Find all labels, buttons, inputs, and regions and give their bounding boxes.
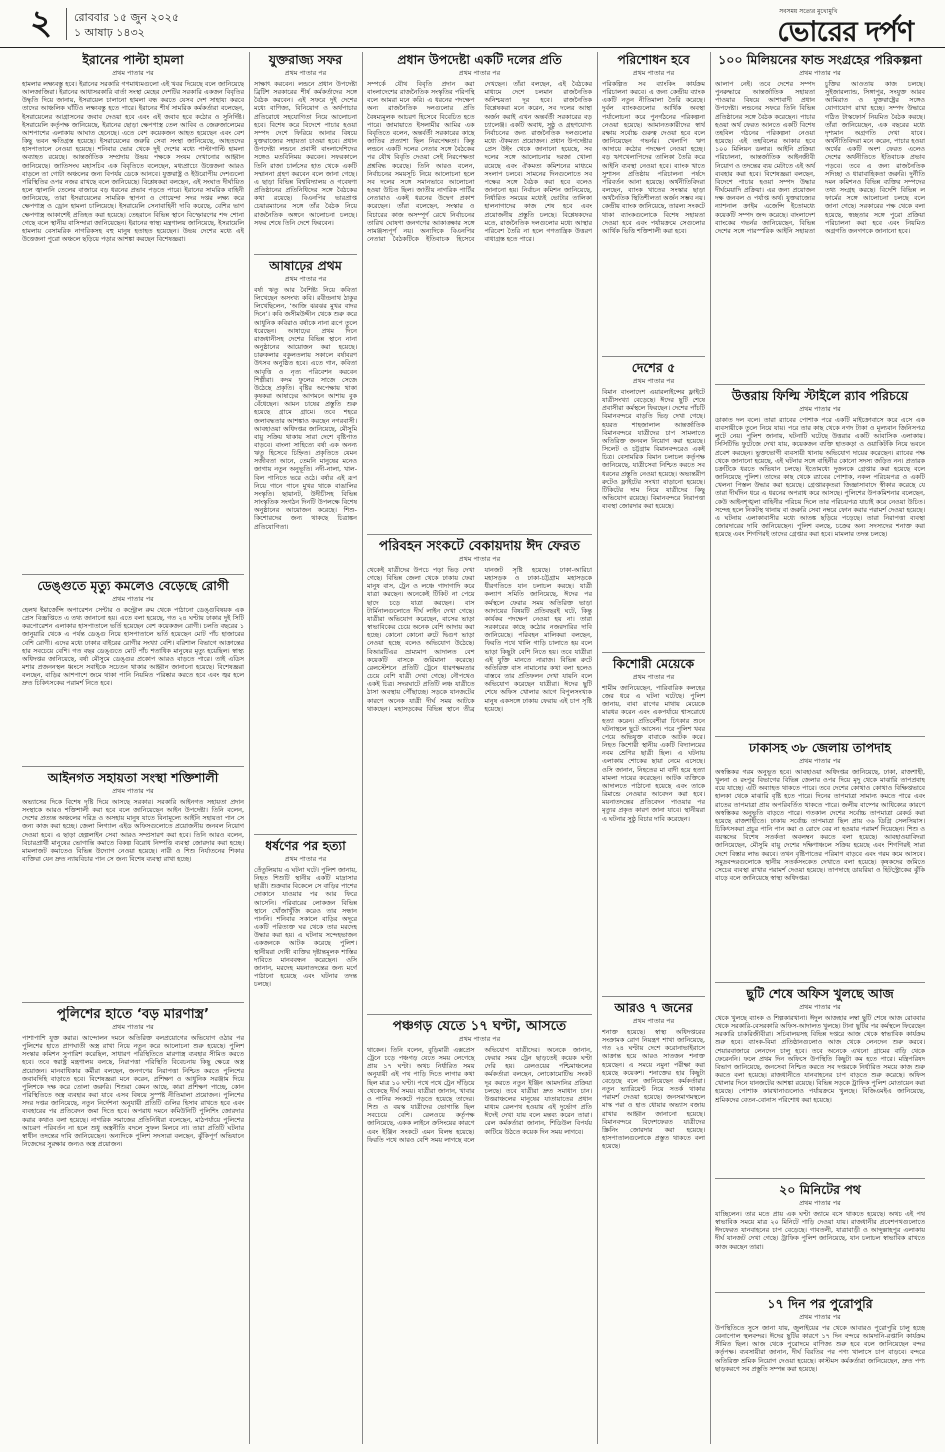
kicker: প্রথম পাতার পর [799, 69, 841, 77]
article-police [22, 1006, 244, 1444]
headline: দেশের ৫ [631, 360, 676, 375]
article-body: শামীম জানিয়েছেন, পারিবারিক কলহের জের ধরে এ ঘটনা ঘটেছে। পুলিশ জানায়, বাবা রাগের মাথায় মেয়েকে মারধর করেন এবং একপর্যায়ে শ্বাসরোধে হত্যা করেন। প্রতিবেশীরা চিৎকার শুনে ঘটনাস্থলে ছুটে আসেন। পরে পুলিশ খবর পেয়ে অভিযুক্ত বাবাকে আটক করে। নিহত কিশোরী স্থানীয় একটি বিদ্যালয়ের নবম শ্রেণির ছাত্রী ছিল। এ ঘটনায় এলাকায় শোকের ছায়া নেমে এসেছে। ওসি জানান, নিহতের মা বাদী হয়ে হত্যা মামলা দায়ের করেছেন। আটক ব্যক্তিকে আদালতে পাঠানো হয়েছে এবং তাকে রিমান্ডে নেওয়ার আবেদন করা হবে। ময়নাতদন্তের প্রতিবেদন পাওয়ার পর মৃত্যুর প্রকৃত কারণ জানা যাবে। স্থানীয়রা এ ঘটনার সুষ্ঠু বিচার দাবি করেছেন। [602, 684, 705, 823]
article-arao [602, 1000, 705, 1444]
article-fund [715, 52, 925, 382]
kicker: প্রথম পাতার পর [799, 757, 841, 765]
divider [367, 534, 592, 535]
divider [715, 1292, 925, 1293]
article-rab [715, 388, 925, 734]
article-body: অস্বস্তিকর গরম অনুভূত হবে। আবহাওয়া অধিদপ্তর জানিয়েছে, ঢাকা, রাজশাহী, খুলনা ও রংপুর বিভাগের বিভিন্ন জেলার ওপর দিয়ে মৃদু থেকে মাঝারি তাপপ্রবাহ বয়ে যাচ্ছে। এটি অব্যাহত থাকতে পারে। তবে দেশের কোথাও কোথাও বিক্ষিপ্তভাবে হালকা থেকে মাঝারি বৃষ্টি হতে পারে। দিনের তাপমাত্রা সামান্য কমতে পারে এবং রাতের তাপমাত্রা প্রায় অপরিবর্তিত থাকতে পারে। জলীয় বাষ্পের আধিক্যের কারণে অস্বস্তিকর অনুভূতি বাড়তে পারে। গতকাল দেশের সর্বোচ্চ তাপমাত্রা রেকর্ড করা হয়েছে রাজশাহীতে। ঢাকায় সর্বোচ্চ তাপমাত্রা ছিল প্রায় ৩৬ ডিগ্রি সেলসিয়াস। চিকিৎসকরা প্রচুর পানি পান করা ও রোদে বের না হওয়ার পরামর্শ দিয়েছেন। শিশু ও বয়স্কদের বিশেষ সতর্কতা অবলম্বন করতে বলা হয়েছে। আবহাওয়াবিদরা জানিয়েছেন, মৌসুমি বায়ু দেশের দক্ষিণাঞ্চলে সক্রিয় হয়েছে এবং শিগগিরই সারা দেশে বিস্তার লাভ করবে। তখন বৃষ্টিপাতের পরিমাণ বাড়বে এবং গরম কমে আসবে। সমুদ্রবন্দরগুলোকে স্থানীয় সতর্কসংকেত দেখাতে বলা হয়েছে। কৃষকদের জমিতে সেচের ব্যবস্থা রাখার পরামর্শ দেওয়া হয়েছে। তাপদাহে ডায়রিয়া ও হিটস্ট্রোকের ঝুঁকি বাড়ে বলে জানিয়েছে স্বাস্থ্য অধিদপ্তর। [715, 768, 925, 883]
article-reform [602, 52, 705, 354]
kicker: প্রথম পাতার পর [458, 1035, 501, 1043]
article-body: হেলথ ইমার্জেন্সি অপারেশন সেন্টার ও কন্ট্রোল রুম থেকে পাঠানো ডেঙ্গুবিষয়ক এক প্রেস বিজ্ঞপ্তিতে এ তথ্য জানানো হয়। এতে বলা হয়েছে, গত ২৪ ঘণ্টায় ঢাকার দুই সিটি করপোরেশন এলাকার হাসপাতালে ভর্তি হয়েছেন বেশ কয়েকজন রোগী। চলতি বছরের ১ জানুয়ারি থেকে এ পর্যন্ত ডেঙ্গু নিয়ে হাসপাতালে ভর্তি হয়েছেন মোট পাঁচ হাজারের বেশি রোগী। এদের মধ্যে ঢাকার বাইরের রোগীর সংখ্যা বেশি। বরিশাল বিভাগে আক্রান্তের হার সবচেয়ে বেশি। গত বছর ডেঙ্গুতে মোট পাঁচ শতাধিক মানুষের মৃত্যু হয়েছিল। স্বাস্থ্য অধিদপ্তর জানিয়েছে, বর্ষা মৌসুমে ডেঙ্গুর প্রকোপ আরও বাড়তে পারে। তাই এডিস মশার প্রজননস্থল ধ্বংসে সবাইকে সচেতন থাকার আহ্বান জানানো হয়েছে। বিশেষজ্ঞরা বলছেন, বাড়ির আশপাশে জমে থাকা পানি নিয়মিত পরিষ্কার করতে হবে এবং জ্বর হলে দ্রুত চিকিৎসকের পরামর্শ নিতে হবে। [22, 606, 244, 688]
article-heatwave [715, 740, 925, 980]
article-uk-visit [254, 52, 357, 252]
kicker: প্রথম পাতার পর [799, 1199, 841, 1207]
kicker: প্রথম পাতার পর [458, 555, 501, 563]
kicker: প্রথম পাতার পর [632, 69, 675, 77]
headline: ২০ মিনিটের পথ [779, 1182, 861, 1197]
headline: পঞ্চগড় যেতে ১৭ ঘণ্টা, আসতে [392, 1018, 567, 1034]
kicker: প্রথম পাতার পর [799, 1313, 841, 1321]
masthead-logo [777, 6, 913, 47]
headline: আষাঢ়ের প্রথম [269, 258, 342, 273]
divider [367, 1014, 592, 1015]
divider [715, 1178, 925, 1179]
divider [602, 652, 705, 653]
article-body: থাকেন। তিনি বলেন, বুড়িমারী এক্সপ্রেস ট্রেনে চড়ে পঞ্চগড় যেতে সময় লেগেছে প্রায় ১৭ ঘণ্টা। অথচ নির্ধারিত সময় অনুযায়ী এই পথ পাড়ি দিতে লাগার কথা ছিল মাত্র ১০ ঘণ্টা। পথে পথে ট্রেন দাঁড়িয়ে থেকেছে দীর্ঘ সময়। যাত্রীরা জানান, খাবার ও পানির সংকটে পড়তে হয়েছে তাদের। শিশু ও বয়স্ক যাত্রীদের ভোগান্তি ছিল সবচেয়ে বেশি। রেলওয়ে কর্তৃপক্ষ জানিয়েছে, একক লাইনে ক্রসিংয়ের কারণে এবং ইঞ্জিন সংকটে এমন বিলম্ব হয়েছে। ফিরতি পথে আরও বেশি সময় লাগছে বলে অভিযোগ যাত্রীদের। অনেকে জানান, ফেরার সময় ট্রেন ছাড়তেই কয়েক ঘণ্টা দেরি হয়। রেলওয়ের পশ্চিমাঞ্চলের কর্মকর্তারা বলছেন, লোকোমোটিভ সংকট দূর করতে নতুন ইঞ্জিন আমদানির প্রক্রিয়া চলছে। তবে যাত্রীরা দ্রুত সমাধান চান। উত্তরাঞ্চলের মানুষের যাতায়াতের প্রধান মাধ্যম রেলপথ হওয়ায় এই দুর্ভোগ প্রতি ঈদেই দেখা যায় বলে মন্তব্য করেন তারা। রেল কর্মকর্তারা জানান, শিডিউল বিপর্যয় কাটিয়ে উঠতে কয়েক দিন সময় লাগবে। [367, 1046, 592, 1144]
article-body: যাচ্ছিলেন। তার মতে প্রায় এক ঘণ্টা জ্যামে বসে থাকতে হয়েছে। অথচ এই পথ স্বাভাবিক সময়ে মাত্র ২০ মিনিটে পাড়ি দেওয়া যায়। রাজধানীর প্রবেশপথগুলোতে ঈদফেরত যানবাহনের চাপ বেড়েছে। গাবতলী, যাত্রাবাড়ী ও আব্দুল্লাহপুর এলাকায় দীর্ঘ যানজট দেখা গেছে। ট্রাফিক পুলিশ জানিয়েছে, যান চলাচল স্বাভাবিক রাখতে কাজ করছেন তারা। [715, 1210, 925, 1251]
masthead-tagline: সবসময় সত্যের মুখোমুখি [779, 8, 838, 15]
article-body: পরিকল্পিত সব ব্যাংকিং কার্যক্রম পরিচালনা করবে। এ জন্য কেন্দ্রীয় ব্যাংক একটি নতুন নীতিমালা তৈরি করেছে। দুর্বল ব্যাংকগুলোর আর্থিক অবস্থা পর্যালোচনা করে পুনর্গঠনের পরিকল্পনা নেওয়া হয়েছে। আমানতকারীদের স্বার্থ রক্ষায় সর্বোচ্চ গুরুত্ব দেওয়া হবে বলে জানিয়েছেন গভর্নর। খেলাপি ঋণ আদায়ে কঠোর পদক্ষেপ নেওয়া হচ্ছে। বড় ঋণখেলাপিদের তালিকা তৈরি করে আইনি ব্যবস্থা নেওয়া হবে। ব্যাংক খাতে সুশাসন প্রতিষ্ঠায় পরিচালনা পর্ষদে পরিবর্তন আনা হয়েছে। অর্থনীতিবিদরা বলছেন, ব্যাংক খাতের সংস্কার ছাড়া অর্থনৈতিক স্থিতিশীলতা অর্জন সম্ভব নয়। কেন্দ্রীয় ব্যাংক জানিয়েছে, তারল্য সংকটে থাকা ব্যাংকগুলোকে বিশেষ সহায়তা দেওয়া হবে এবং পর্যায়ক্রমে সেগুলোর আর্থিক ভিত্তি শক্তিশালী করা হবে। [602, 80, 705, 235]
article-body: থেকে খুলছে ব্যাংক ও শিল্পকারখানা। ঈদুল আজহার লম্বা ছুটি শেষে আজ রোববার থেকে সরকারি-বেসরকারি অফিস-আদালত খুলছে। টানা ছুটির পর কর্মস্থলে ফিরেছেন সরকারি চাকরিজীবীরা। সচিবালয়সহ বিভিন্ন দপ্তরে আজ থেকে স্বাভাবিক কার্যক্রম শুরু হবে। ব্যাংক-বিমা প্রতিষ্ঠানগুলোও আজ থেকে লেনদেন শুরু করবে। শেয়ারবাজারে লেনদেন চালু হবে। তবে অনেকে এখনো গ্রামের বাড়ি থেকে ফেরেননি। ফলে প্রথম দিন অফিসে উপস্থিতি কিছুটা কম হতে পারে। মন্ত্রিপরিষদ বিভাগ জানিয়েছে, জনসেবা নিশ্চিত করতে সব দপ্তরকে নির্ধারিত সময়ে কাজ শুরু করতে বলা হয়েছে। রাজধানীতে যানবাহনের চাপ বাড়তে শুরু করেছে। অফিস খোলার দিনে যানজটের আশঙ্কা রয়েছে। বিভিন্ন সড়কে ট্রাফিক পুলিশ মোতায়েন করা হয়েছে। পোশাক কারখানাগুলোও পর্যায়ক্রমে খুলছে। বিজিএমইএ জানিয়েছে, শ্রমিকদের বেতন-বোনাস পরিশোধ করা হয়েছে। [715, 1014, 925, 1104]
headline: আইনগত সহায়তা সংস্থা শক্তিশালী [47, 770, 219, 785]
kicker: প্রথম পাতার পর [632, 1017, 675, 1025]
page-number: ২ [30, 3, 53, 43]
article-body: পাশাপাশি যুক্ত করার। আন্দোলন দমনে অতিরিক্ত বলপ্রয়োগের অভিযোগ ওঠার পর পুলিশের হাতে প্রাণঘাতী অস্ত্র রাখা নিয়ে নতুন করে আলোচনা শুরু হয়েছে। পুলিশ সংস্কার কমিশন সুপারিশ করেছিল, সাধারণ পরিস্থিতিতে মারণাস্ত্র ব্যবহার সীমিত করতে হবে। তবে স্বরাষ্ট্র মন্ত্রণালয় বলছে, নিরাপত্তা পরিস্থিতি বিবেচনায় কিছু ক্ষেত্রে অস্ত্র প্রয়োজন। মানবাধিকার কর্মীরা বলছেন, জনগণের নিরাপত্তা নিশ্চিত করতে পুলিশের জবাবদিহি বাড়াতে হবে। বিশেষজ্ঞরা মনে করেন, প্রশিক্ষণ ও আধুনিক সরঞ্জাম দিয়ে পুলিশকে দক্ষ করে তোলা জরুরি। শিশুরা কেমন আছে, কারা প্রশিক্ষণ পাচ্ছে, কোন পরিস্থিতিতে অস্ত্র ব্যবহার করা যাবে এসব বিষয়ে সুস্পষ্ট নীতিমালা প্রয়োজন। পুলিশের সদর দপ্তর জানিয়েছে, নতুন নির্দেশনা অনুযায়ী প্রতিটি গুলির হিসাব রাখতে হবে এবং ব্যবহারের পর প্রতিবেদন জমা দিতে হবে। অপরাধ দমনে কমিউনিটি পুলিশিং জোরদার করার কথাও বলা হয়েছে। নাগরিক সমাজের প্রতিনিধিরা বলেছেন, মাঠপর্যায়ে পুলিশের আচরণ পরিবর্তন না হলে শুধু অস্ত্রনীতি বদলে সুফল মিলবে না। তারা প্রতিটি ঘটনার স্বাধীন তদন্তের দাবি জানিয়েছেন। অন্যদিকে পুলিশ সদস্যরা বলছেন, ঝুঁকিপূর্ণ অভিযানে নিজেদের সুরক্ষার জন্যও অস্ত্র প্রয়োজন। [22, 1034, 244, 1149]
article-body: বর্ষা ঋতু আর বৈশিষ্ট্য নিয়ে কবিতা লিখেছেন অসংখ্য কবি। রবীন্দ্রনাথ ঠাকুর লিখেছিলেন, ‘আজি ঝরঝর মুখর বাদর দিনে’। কবি জসীমউদ্দীন থেকে শুরু করে আধুনিক কবিরাও বর্ষাকে নানা রূপে তুলে ধরেছেন। আষাঢ়ের প্রথম দিনে রাজধানীসহ দেশের বিভিন্ন স্থানে নানা অনুষ্ঠানের আয়োজন করা হয়েছে। চারুকলার বকুলতলায় সকালে বর্ষাবরণ উৎসব অনুষ্ঠিত হবে। এতে গান, কবিতা আবৃত্তি ও নৃত্য পরিবেশন করবেন শিল্পীরা। কদম ফুলের সাজে সেজে উঠেছে প্রকৃতি। বৃষ্টির অপেক্ষায় থাকা কৃষকরা আষাঢ়ের আগমনে আশায় বুক বেঁধেছেন। আমন চাষের প্রস্তুতি শুরু হয়েছে গ্রামে গ্রামে। তবে শহরে জলাবদ্ধতার আশঙ্কাও করছেন নগরবাসী। আবহাওয়া অধিদপ্তর জানিয়েছে, মৌসুমি বায়ু সক্রিয় থাকায় সারা দেশে বৃষ্টিপাত বাড়বে। বাংলা সাহিত্যে বর্ষা এক অনন্য ঋতু হিসেবে চিহ্নিত। প্রকৃতিতে যেমন সজীবতা আনে, তেমনি মানুষের মনেও জাগায় নতুন অনুভূতি। নদী-নালা, খাল-বিল পানিতে ভরে ওঠে। বর্ষার এই রূপ নিয়ে গানে গানে মুখর থাকে বাঙালির সংস্কৃতি। ছায়ানট, উদীচীসহ বিভিন্ন সাংস্কৃতিক সংগঠন দিনটি উপলক্ষে বিশেষ অনুষ্ঠানের আয়োজন করেছে। শিশু-কিশোরদের জন্য থাকছে চিত্রাঙ্কন প্রতিযোগিতা। [254, 286, 357, 531]
article-chief-adviser [367, 52, 592, 532]
date-gregorian: রোববার ১৫ জুন ২০২৫ [74, 11, 179, 24]
column-rule [249, 52, 250, 1444]
article-twenty-minutes [715, 1182, 925, 1290]
edition-date [74, 10, 179, 40]
article-desh [602, 360, 705, 650]
headline: ধর্ষণের পর হত্যা [265, 838, 346, 853]
divider [22, 574, 244, 575]
article-iran [22, 52, 244, 572]
divider [715, 982, 925, 983]
headline: কিশোরী মেয়েকে [612, 656, 695, 671]
article-transport [367, 538, 592, 1012]
article-panchagarh [367, 1018, 592, 1444]
article-girl [602, 656, 705, 994]
article-body: হামলার লক্ষ্যবস্তু হবে। ইরানের সরকারি গণমাধ্যমগুলো এই খবর দিয়েছে বলে জানিয়েছে আলজাজিরা। ইরানের আধাসরকারি বার্তা সংস্থা মেহের দেশটির সরকারি একজন বিবৃতির উদ্ধৃতি দিয়ে জানায়, ইসরায়েল চালানো হামলা বন্ধ করতে যেসব দেশ সাহায্য করবে তাদের আঞ্চলিক ঘাঁটিও লক্ষ্যবস্তু হতে পারে। ইরানের শীর্ষ সামরিক কর্মকর্তারা বলেছেন, ইসরায়েলের আগ্রাসনের জবাব দেওয়া হবে এবং এই জবাব হবে কঠোর ও সুনির্দিষ্ট। ইসরায়েলি কর্তৃপক্ষ জানিয়েছে, ইরানের ছোড়া ক্ষেপণাস্ত্র তেল আবিব ও জেরুজালেমের আশপাশের এলাকায় আঘাত হেনেছে। এতে বেশ কয়েকজন আহত হয়েছেন এবং বেশ কিছু ভবন ক্ষতিগ্রস্ত হয়েছে। ইসরায়েলের জরুরি সেবা সংস্থা জানিয়েছে, আহতদের হাসপাতালে নেওয়া হয়েছে। শনিবার ভোর থেকে দুই দেশের মধ্যে পাল্টাপাল্টি হামলা অব্যাহত রয়েছে। আন্তর্জাতিক সম্প্রদায় উভয় পক্ষকে সংযম দেখানোর আহ্বান জানিয়েছে। জাতিসংঘ মহাসচিব এক বিবৃতিতে বলেছেন, মধ্যপ্রাচ্যে উত্তেজনা আরও বাড়লে তা গোটা অঞ্চলের জন্য বিপর্যয় ডেকে আনবে। যুক্তরাষ্ট্র ও ইউরোপীয় দেশগুলো পরিস্থিতির ওপর নজর রাখছে বলে জানিয়েছে। বিশ্লেষকরা বলছেন, এই সংঘাত দীর্ঘায়িত হলে জ্বালানি তেলের বাজারে বড় ধরনের প্রভাব পড়তে পারে। ইরানের সামরিক বাহিনী জানিয়েছে, তারা ইসরায়েলের সামরিক স্থাপনা ও গোয়েন্দা সদর দপ্তর লক্ষ্য করে ক্ষেপণাস্ত্র ও ড্রোন হামলা চালিয়েছে। ইসরায়েলি সেনাবাহিনী দাবি করেছে, বেশির ভাগ ক্ষেপণাস্ত্র আকাশেই প্রতিহত করা হয়েছে। তেহরানে বিভিন্ন স্থানে বিস্ফোরণের শব্দ শোনা গেছে বলে স্থানীয় বাসিন্দারা জানিয়েছেন। ইরানের স্বাস্থ্য মন্ত্রণালয় জানিয়েছে, ইসরায়েলি হামলায় বেসামরিক নাগরিকসহ বহু মানুষ হতাহত হয়েছেন। উভয় দেশের মধ্যে এই উত্তেজনা পুরো অঞ্চলে ছড়িয়ে পড়ার আশঙ্কা করছেন বিশেষজ্ঞরা। [22, 80, 244, 243]
headline: ইরানের পাল্টা হামলা [82, 52, 184, 67]
divider [602, 996, 705, 997]
kicker: প্রথম পাতার পর [799, 405, 841, 413]
kicker: প্রথম পাতার পর [112, 787, 154, 795]
headline: ১৭ দিন পর পুরোপুরি [767, 1296, 873, 1311]
column-rule [710, 52, 711, 1444]
header-divider [66, 8, 67, 40]
article-dengue [22, 578, 244, 764]
page-header [0, 0, 945, 48]
article-helpline [22, 770, 244, 1000]
column-rule [597, 52, 598, 1444]
article-body: অভ্যাসের দিকে বিশেষ দৃষ্টি দিয়ে আসছে সরকার। সরকারি আইনগত সহায়তা প্রদান সংস্থাকে আরও শক্তিশালী করা হবে বলে জানিয়েছেন আইন উপদেষ্টা। তিনি বলেন, দেশের প্রত্যন্ত অঞ্চলের দরিদ্র ও অসহায় মানুষ যাতে বিনামূল্যে আইনি সহায়তা পান সে জন্য কাজ করা হচ্ছে। জেলা লিগ্যাল এইড অফিসগুলোতে প্রয়োজনীয় জনবল নিয়োগ দেওয়া হবে। এ ছাড়া হেল্পলাইন সেবা আরও সম্প্রসারণ করা হবে। তিনি আরও বলেন, বিচারপ্রার্থী মানুষের ভোগান্তি কমাতে বিকল্প বিরোধ নিষ্পত্তি ব্যবস্থা জোরদার করা হচ্ছে। মামলাজট কমাতেও বিভিন্ন উদ্যোগ নেওয়া হয়েছে। নারী ও শিশু নির্যাতনের শিকার ব্যক্তিরা যেন দ্রুত ন্যায়বিচার পান সে জন্য বিশেষ ব্যবস্থা রাখা হচ্ছে। [22, 798, 244, 864]
headline: ঢাকাসহ ৩৮ জেলায় তাপদাহ [749, 740, 891, 755]
article-body: শনাক্ত হয়েছে। স্বাস্থ্য অধিদপ্তরের সংক্রামক রোগ নিয়ন্ত্রণ শাখা জানিয়েছে, গত ২৪ ঘণ্টায় দেশে করোনাভাইরাসে আক্রান্ত হয়ে আরও সাতজন শনাক্ত হয়েছেন। এ সময়ে নমুনা পরীক্ষা করা হয়েছে কয়েকশ। শনাক্তের হার কিছুটা বেড়েছে বলে জানিয়েছেন কর্মকর্তারা। নতুন ভ্যারিয়েন্ট নিয়ে সতর্ক থাকার পরামর্শ দেওয়া হয়েছে। জনসমাগমস্থলে মাস্ক পরা ও হাত ধোয়ার অভ্যাস বজায় রাখার আহ্বান জানানো হয়েছে। বিমানবন্দরে বিদেশফেরত যাত্রীদের স্ক্রিনিং জোরদার করা হয়েছে। হাসপাতালগুলোকে প্রস্তুত থাকতে বলা হয়েছে। [602, 1028, 705, 1151]
article-ashar [254, 258, 357, 832]
article-seventeen-days [715, 1296, 925, 1444]
divider [254, 834, 357, 835]
kicker: প্রথম পাতার পর [284, 69, 327, 77]
headline: ডেঙ্গুতে মৃত্যু কমলেও বেড়েছে রোগী [37, 578, 229, 593]
headline: উত্তরায় ফিল্মি স্টাইলে র‍্যাব পরিচয়ে [731, 388, 909, 403]
divider [254, 254, 357, 255]
date-bangla: ১ আষাঢ় ১৪৩২ [74, 26, 145, 39]
headline: আরও ৭ জনের [614, 1000, 693, 1015]
divider [715, 736, 925, 737]
kicker: প্রথম পাতার পর [632, 377, 675, 385]
kicker: প্রথম পাতার পর [799, 1003, 841, 1011]
headline: যুক্তরাজ্য সফর [268, 52, 343, 67]
kicker: প্রথম পাতার পর [284, 855, 327, 863]
article-body: বিমান বাংলাদেশ এয়ারলাইন্সের ফ্লাইটে যাত্রীসংখ্যা বেড়েছে। ঈদের ছুটি শেষে প্রবাসীরা কর্মস্থলে ফিরছেন। দেশের পাঁচটি বিমানবন্দরে বাড়তি ভিড় দেখা গেছে। হযরত শাহজালাল আন্তর্জাতিক বিমানবন্দরে যাত্রীদের চাপ সামলাতে অতিরিক্ত জনবল নিয়োগ করা হয়েছে। সিলেট ও চট্টগ্রাম বিমানবন্দরেও একই চিত্র। বেসামরিক বিমান চলাচল কর্তৃপক্ষ জানিয়েছে, যাত্রীসেবা নিশ্চিত করতে সব ধরনের প্রস্তুতি নেওয়া হয়েছে। অভ্যন্তরীণ রুটেও ফ্লাইটের সংখ্যা বাড়ানো হয়েছে। টিকিটের দাম নিয়ে যাত্রীদের কিছু অভিযোগ রয়েছে। বিমানবন্দরে নিরাপত্তা ব্যবস্থা জোরদার করা হয়েছে। [602, 388, 705, 511]
article-body: আলাপ নেই। তবে দেশের সম্পদ পুনরুদ্ধারে আন্তর্জাতিক সহায়তা পাওয়ার বিষয়ে আশাবাদী প্রধান উপদেষ্টা। লন্ডনের সফরে তিনি বিভিন্ন প্রতিষ্ঠানের সঙ্গে বৈঠক করেছেন। পাচার হওয়া অর্থ ফেরত আনতে একটি বিশেষ তহবিল গঠনের পরিকল্পনা নেওয়া হয়েছে। এই তহবিলের আকার হবে ১০০ মিলিয়ন ডলার। আইনি প্রক্রিয়া পরিচালনা, আন্তর্জাতিক আইনজীবী নিয়োগ ও তদন্তের ব্যয় মেটাতে এই অর্থ ব্যবহার করা হবে। বিশেষজ্ঞরা বলছেন, বিদেশে পাচার হওয়া সম্পদ উদ্ধার দীর্ঘমেয়াদি প্রক্রিয়া। এর জন্য প্রয়োজন দক্ষ জনবল ও পর্যাপ্ত অর্থ। যুক্তরাজ্যের ন্যাশনাল ক্রাইম এজেন্সি ইতোমধ্যে কয়েকটি সম্পদ জব্দ করেছে। বাংলাদেশ ব্যাংকের গভর্নর জানিয়েছেন, বিভিন্ন দেশের সঙ্গে পারস্পরিক আইনি সহায়তা চুক্তির আওতায় কাজ চলছে। সুইজারল্যান্ড, সিঙ্গাপুর, সংযুক্ত আরব আমিরাত ও যুক্তরাষ্ট্রের সঙ্গেও যোগাযোগ রাখা হচ্ছে। সম্পদ উদ্ধারে গঠিত টাস্কফোর্স নিয়মিত বৈঠক করছে। তাঁরা জানিয়েছেন, এক বছরের মধ্যে দৃশ্যমান অগ্রগতি দেখা যাবে। অর্থনীতিবিদরা মনে করেন, পাচার হওয়া অর্থের একটি অংশ ফেরত এলেও দেশের অর্থনীতিতে ইতিবাচক প্রভাব পড়বে। তবে এ জন্য রাজনৈতিক সদিচ্ছা ও ধারাবাহিকতা জরুরি। দুর্নীতি দমন কমিশনও বিভিন্ন ব্যক্তির সম্পদের তথ্য সংগ্রহ করছে। বিদেশি বিভিন্ন ল ফার্মের সঙ্গে আলোচনা চলছে বলে জানা গেছে। সরকারের পক্ষ থেকে বলা হয়েছে, স্বচ্ছতার সঙ্গে পুরো প্রক্রিয়া পরিচালনা করা হবে এবং নিয়মিত অগ্রগতি জনগণকে জানানো হবে। [715, 80, 925, 235]
headline: ছুটি শেষে অফিস খুলছে আজ [746, 986, 894, 1001]
article-body: তেঁতুলিয়ায় এ ঘটনা ঘটে। পুলিশ জানায়, নিহত শিশুটি স্থানীয় একটি মাদ্রাসার ছাত্রী। শুক্রবার বিকেলে সে বাড়ির পাশের দোকানে যাওয়ার পর আর ফিরে আসেনি। পরিবারের লোকজন বিভিন্ন স্থানে খোঁজাখুঁজি করেও তার সন্ধান পাননি। শনিবার সকালে বাড়ির অদূরে একটি পরিত্যক্ত ঘর থেকে তার মরদেহ উদ্ধার করা হয়। এ ঘটনায় সন্দেহভাজন একজনকে আটক করেছে পুলিশ। স্থানীয়রা দোষী ব্যক্তির দৃষ্টান্তমূলক শাস্তির দাবিতে মানববন্ধন করেছেন। ওসি জানান, মরদেহ ময়নাতদন্তের জন্য মর্গে পাঠানো হয়েছে এবং ঘটনার তদন্ত চলছে। [254, 866, 357, 989]
article-body: সাক্ষাৎ করবেন। লন্ডনে প্রধান উপদেষ্টা ব্রিটিশ সরকারের শীর্ষ কর্মকর্তাদের সঙ্গে বৈঠক করবেন। এই সফরে দুই দেশের মধ্যে বাণিজ্য, বিনিয়োগ ও অর্থপাচার প্রতিরোধে সহযোগিতা নিয়ে আলোচনা হবে। বিশেষ করে বিদেশে পাচার হওয়া সম্পদ দেশে ফিরিয়ে আনার বিষয়ে যুক্তরাজ্যের সহায়তা চাওয়া হবে। প্রধান উপদেষ্টা লন্ডনে প্রবাসী বাংলাদেশিদের সঙ্গেও মতবিনিময় করবেন। সফরকালে তিনি রাজা চার্লসের হাত থেকে একটি সম্মাননা গ্রহণ করবেন বলে জানা গেছে। এ ছাড়া বিভিন্ন বিশ্ববিদ্যালয় ও গবেষণা প্রতিষ্ঠানের প্রতিনিধিদের সঙ্গে বৈঠকের কথা রয়েছে। বিএনপির ভারপ্রাপ্ত চেয়ারম্যানের সঙ্গে তাঁর বৈঠক নিয়ে রাজনৈতিক অঙ্গনে আলোচনা চলছে। সফর শেষে তিনি দেশে ফিরবেন। [254, 80, 357, 227]
article-office [715, 986, 925, 1176]
masthead-name: ভোরের দর্পণ [777, 15, 913, 48]
headline: ১০০ মিলিয়নের ফান্ড সংগ্রহের পরিকল্পনা [718, 52, 922, 67]
article-rape-murder [254, 838, 357, 1444]
article-body: সম্পর্কে যৌথ বিবৃতি প্রদান করা বাংলাদেশের রাজনৈতিক সংস্কৃতির পরিপন্থি বলে আমরা মনে করি। এ ধরনের পদক্ষেপ অন্য রাজনৈতিক দলগুলোর প্রতি বৈষম্যমূলক আচরণ হিসেবে বিবেচিত হতে পারে। জামায়াতে ইসলামীর আমির এক বিবৃতিতে বলেন, অন্তর্বর্তী সরকারের কাছে জাতির প্রত্যাশা ছিল নিরপেক্ষতা। কিন্তু লন্ডনে একটি দলের নেতার সঙ্গে বৈঠকের পর যৌথ বিবৃতি দেওয়া সেই নিরপেক্ষতা প্রশ্নবিদ্ধ করেছে। তিনি আরও বলেন, নির্বাচনের সময়সূচি নিয়ে আলোচনা হলে সব দলের সঙ্গে সমানভাবে আলোচনা হওয়া উচিত ছিল। জাতীয় নাগরিক পার্টির নেতারাও একই ধরনের উদ্বেগ প্রকাশ করেছেন। তাঁরা বলেছেন, সংস্কার ও বিচারের কাজ অসম্পূর্ণ রেখে নির্বাচনের তারিখ ঘোষণা জনগণের আকাঙ্ক্ষার সঙ্গে সামঞ্জস্যপূর্ণ নয়। অন্যদিকে বিএনপির নেতারা বৈঠকটিকে ইতিবাচক হিসেবে দেখছেন। তাঁরা বলছেন, এই বৈঠকের মাধ্যমে দেশে চলমান রাজনৈতিক অনিশ্চয়তা দূর হবে। রাজনৈতিক বিশ্লেষকরা মনে করেন, সব দলের আস্থা অর্জন করাই এখন অন্তর্বর্তী সরকারের বড় চ্যালেঞ্জ। একটি অবাধ, সুষ্ঠু ও গ্রহণযোগ্য নির্বাচনের জন্য রাজনৈতিক দলগুলোর মধ্যে ঐকমত্য প্রয়োজন। প্রধান উপদেষ্টার প্রেস উইং থেকে জানানো হয়েছে, সব দলের সঙ্গে আলোচনার দরজা খোলা রয়েছে এবং ঐকমত্য কমিশনের মাধ্যমে সংলাপ চলবে। সামনের দিনগুলোতে সব পক্ষের সঙ্গে বৈঠক করা হবে বলেও জানানো হয়। নির্বাচন কমিশন জানিয়েছে, নির্ধারিত সময়ের মধ্যেই ভোটার তালিকা হালনাগাদের কাজ শেষ হবে এবং প্রয়োজনীয় প্রস্তুতি চলছে। বিশ্লেষকদের মতে, রাজনৈতিক দলগুলোর মধ্যে আস্থার পরিবেশ তৈরি না হলে গণতান্ত্রিক উত্তরণ বাধাগ্রস্ত হতে পারে। [367, 80, 592, 243]
divider [602, 356, 705, 357]
column-rule [362, 52, 363, 1444]
article-body: উপস্থিতিতে সুসে জানা যায়, জুলাইয়ের পর থেকে আবারও পুরোপুরি চালু হচ্ছে বেনাপোল স্থলবন্দর। ঈদের ছুটির কারণে ১৭ দিন বন্দরে আমদানি-রপ্তানি কার্যক্রম সীমিত ছিল। আজ থেকে পুরোদমে বাণিজ্য শুরু হবে বলে জানিয়েছেন বন্দর কর্তৃপক্ষ। ব্যবসায়ীরা জানান, দীর্ঘ বিরতির পর পণ্য খালাসে চাপ বাড়বে। বন্দরে অতিরিক্ত শ্রমিক নিয়োগ দেওয়া হয়েছে। কাস্টমস কর্মকর্তারা জানিয়েছেন, দ্রুত পণ্য ছাড়করণে সব প্রস্তুতি সম্পন্ন করা হয়েছে। [715, 1324, 925, 1373]
kicker: প্রথম পাতার পর [112, 595, 154, 603]
divider [22, 766, 244, 767]
kicker: প্রথম পাতার পর [112, 69, 154, 77]
article-body: থেকেই যাত্রীদের উপচে পড়া ভিড় দেখা গেছে। বিভিন্ন জেলা থেকে ঢাকায় ফেরা মানুষ বাস, ট্রেন ও লঞ্চে গাদাগাদি করে যাত্রা করছেন। অনেকেই টিকিট না পেয়ে ছাদে চড়ে যাত্রা করছেন। বাস টার্মিনালগুলোতে দীর্ঘ লাইন দেখা গেছে। যাত্রীরা অভিযোগ করেছেন, বাসের ভাড়া স্বাভাবিকের চেয়ে অনেক বেশি আদায় করা হচ্ছে। কোনো কোনো রুটে দ্বিগুণ ভাড়া নেওয়া হচ্ছে বলেও অভিযোগ উঠেছে। বিআরটিএর ভ্রাম্যমাণ আদালত বেশ কয়েকটি বাসকে জরিমানা করেছে। রেলস্টেশনে প্রতিটি ট্রেনে ধারণক্ষমতার চেয়ে বেশি যাত্রী দেখা গেছে। নৌপথেও একই চিত্র। সদরঘাটে প্রতিটি লঞ্চ যাত্রীতে ঠাসা অবস্থায় পৌঁছাচ্ছে। সড়কে যানজটের কারণে অনেক যাত্রী দীর্ঘ সময় আটকে থাকছেন। মহাসড়কের বিভিন্ন স্থানে তীব্র যানজট সৃষ্টি হয়েছে। ঢাকা-আরিচা মহাসড়ক ও ঢাকা-চট্টগ্রাম মহাসড়কে ধীরগতিতে যান চলাচল করছে। যাত্রী কল্যাণ সমিতি জানিয়েছে, ঈদের পর কর্মস্থলে ফেরার সময় অতিরিক্ত ভাড়া আদায়ের বিষয়টি প্রতিবছরই ঘটে, কিন্তু কার্যকর পদক্ষেপ নেওয়া হয় না। তারা সরকারের কাছে কঠোর নজরদারির দাবি জানিয়েছে। পরিবহন মালিকরা বলছেন, ফিরতি পথে খালি গাড়ি চালাতে হয় বলে ভাড়া কিছুটা বেশি নিতে হয়। তবে যাত্রীরা এই যুক্তি মানতে নারাজ। বিভিন্ন রুটে অতিরিক্ত বাস নামানোর কথা বলা হলেও বাস্তবে তার প্রতিফলন দেখা যায়নি বলে অভিযোগ করেছেন যাত্রীরা। ঈদের ছুটি শেষে অফিস খোলার আগে বিপুলসংখ্যক মানুষ একসঙ্গে ঢাকায় ফেরায় এই চাপ সৃষ্টি হয়েছে। [367, 566, 592, 713]
headline: পরিবহন সংকটে বেকায়দায় ঈদ ফেরত [379, 538, 580, 554]
kicker: প্রথম পাতার পর [112, 1023, 154, 1031]
kicker: প্রথম পাতার পর [632, 673, 675, 681]
headline: পরিশোধন হবে [617, 52, 690, 67]
kicker: প্রথম পাতার পর [458, 69, 501, 77]
divider [715, 384, 925, 385]
divider [22, 1002, 244, 1003]
kicker: প্রথম পাতার পর [284, 275, 327, 283]
headline: পুলিশের হাতে ‘বড় মারণাস্ত্র’ [56, 1006, 210, 1022]
article-body: ডাকাত দল বলে। তারা র‍্যাবের পোশাক পরে একটি মাইক্রোবাসে করে এসে এক ব্যবসায়ীকে তুলে নিয়ে যায়। পরে তার কাছ থেকে নগদ টাকা ও মূল্যবান জিনিসপত্র লুটে নেয়। পুলিশ জানায়, ঘটনাটি ঘটেছে উত্তরার একটি আবাসিক এলাকায়। সিসিটিভি ফুটেজে দেখা যায়, কয়েকজন ব্যক্তি হাতকড়া ও ওয়াকিটকি নিয়ে ভবনে প্রবেশ করছেন। ভুক্তভোগী ব্যবসায়ী থানায় অভিযোগ দায়ের করেছেন। র‍্যাবের পক্ষ থেকে জানানো হয়েছে, এই ঘটনার সঙ্গে বাহিনীর কোনো সদস্য জড়িত নন। প্রতারক চক্রটিকে ধরতে অভিযান চলছে। ইতোমধ্যে দুজনকে গ্রেপ্তার করা হয়েছে বলে জানিয়েছে পুলিশ। তাদের কাছ থেকে র‍্যাবের পোশাক, নকল পরিচয়পত্র ও একটি খেলনা পিস্তল উদ্ধার করা হয়েছে। গ্রেপ্তারকৃতরা জিজ্ঞাসাবাদে স্বীকার করেছে যে তারা দীর্ঘদিন ধরে এ ধরনের অপরাধ করে আসছে। পুলিশের উপকমিশনার বলেছেন, কেউ আইনশৃঙ্খলা বাহিনীর পরিচয় দিলে তার পরিচয়পত্র যাচাই করে নেওয়া উচিত। সন্দেহ হলে নিকটস্থ থানায় বা জরুরি সেবা নম্বরে ফোন করার পরামর্শ দেওয়া হয়েছে। এ ঘটনায় এলাকাবাসীর মধ্যে আতঙ্ক ছড়িয়ে পড়েছে। তারা নিরাপত্তা ব্যবস্থা জোরদারের দাবি জানিয়েছেন। পুলিশ বলছে, চক্রের অন্য সদস্যদের শনাক্ত করা হয়েছে এবং শিগগিরই তাদের গ্রেপ্তার করা হবে। মামলার তদন্ত চলছে। [715, 416, 925, 539]
headline: প্রধান উপদেষ্টা একটি দলের প্রতি [397, 52, 562, 67]
